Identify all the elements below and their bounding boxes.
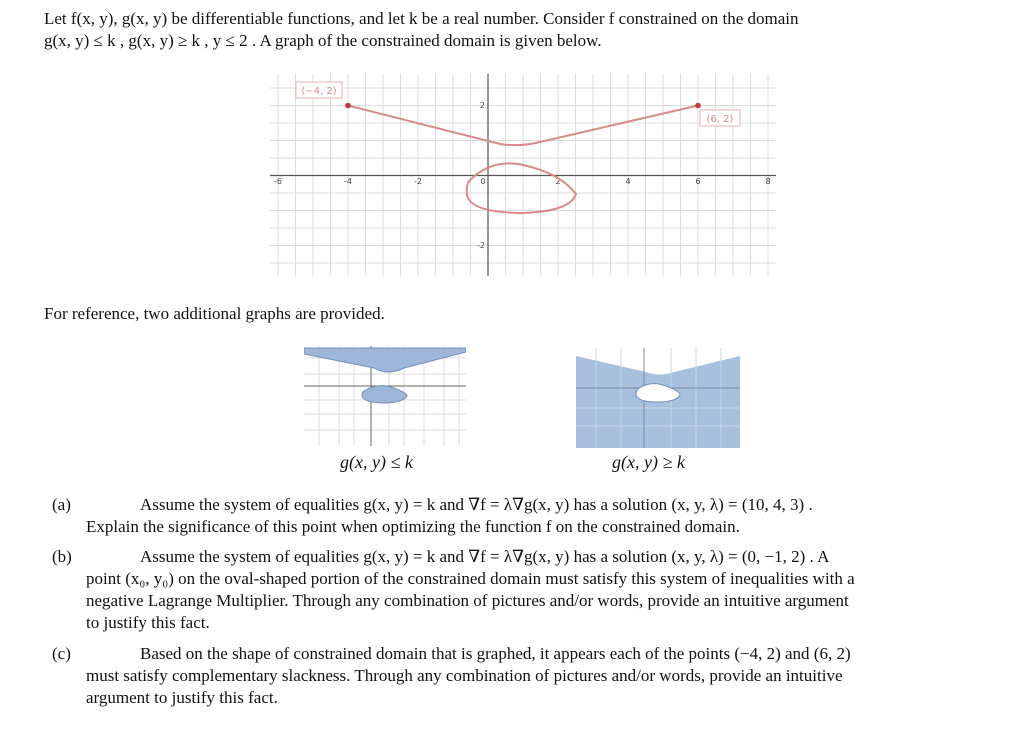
question-c-line-3: argument to justify this fact. (86, 688, 278, 707)
question-b-label: (b) (52, 547, 72, 566)
reference-text: For reference, two additional graphs are provided. (44, 304, 385, 323)
constrained-domain-graph (270, 74, 776, 276)
x-tick: -6 (274, 177, 282, 186)
caption-g-le-k: g(x, y) ≤ k (340, 452, 413, 472)
oval-boundary (467, 163, 576, 213)
intro-line-1: Let f(x, y), g(x, y) be differentiable functions, and let k be a real number. Consider f constrained on the domain (44, 9, 799, 28)
question-b-line-2: point (x₀, y₀) on the oval-shaped portion of the constrained domain must satisfy this system of inequalities with a (86, 569, 855, 588)
shaded-region-top (304, 348, 466, 372)
reference-graph-g-ge-k (576, 348, 740, 448)
question-b-line-3: negative Lagrange Multiplier. Through any combination of pictures and/or words, provide an intuitive argument (86, 591, 849, 610)
question-b-line-1: Assume the system of equalities g(x, y) = k and ∇f = λ∇g(x, y) has a solution (x, y, λ) = (0, −1, 2) . A (140, 547, 830, 566)
x-tick: 6 (695, 177, 701, 186)
caption-g-ge-k: g(x, y) ≥ k (612, 452, 685, 472)
question-c-label: (c) (52, 644, 71, 663)
question-a-line-2: Explain the significance of this point when optimizing the function f on the constrained domain. (86, 517, 740, 536)
reference-graph-g-le-k (304, 346, 466, 446)
x-tick: 8 (765, 177, 771, 186)
point-right-label: (6, 2) (706, 114, 734, 125)
y-tick: -2 (477, 241, 485, 250)
question-c-line-1: Based on the shape of constrained domain that is graphed, it appears each of the points (−4, 2) and (6, 2) (140, 644, 851, 663)
x-tick: 0 (480, 177, 486, 186)
y-tick: 2 (479, 101, 485, 110)
question-c-line-2: must satisfy complementary slackness. Through any combination of pictures and/or words, provide an intuitive (86, 666, 843, 685)
question-b (52, 546, 1002, 634)
question-a-line-1: Assume the system of equalities g(x, y) = k and ∇f = λ∇g(x, y) has a solution (x, y, λ) = (10, 4, 3) . (140, 495, 813, 514)
x-tick: 4 (625, 177, 631, 186)
intro-line-2: g(x, y) ≤ k , g(x, y) ≥ k , y ≤ 2 . A graph of the constrained domain is given below. (44, 31, 602, 50)
x-tick-labels (274, 177, 771, 186)
x-tick: 2 (555, 177, 561, 186)
point-left-label: (−4, 2) (301, 86, 337, 97)
question-b-line-4: to justify this fact. (86, 613, 210, 632)
question-a-label: (a) (52, 495, 71, 514)
x-tick: -2 (414, 177, 422, 186)
question-a (52, 494, 1002, 538)
shaded-region-oval (362, 386, 407, 403)
point-right (695, 103, 701, 109)
intro-paragraph (44, 8, 1000, 52)
point-left (345, 103, 351, 109)
question-c (52, 643, 1002, 709)
x-tick: -4 (344, 177, 352, 186)
